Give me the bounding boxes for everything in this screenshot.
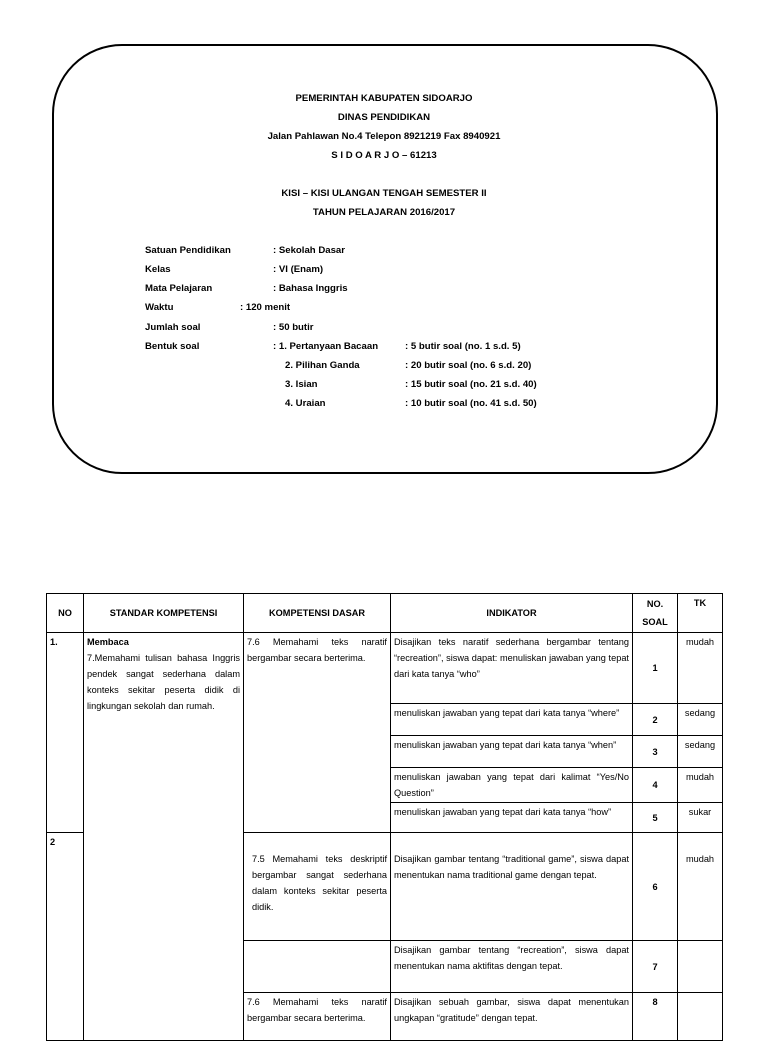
- bentuk-3-value: : 15 butir soal (no. 21 s.d. 40): [405, 379, 537, 390]
- bentuk-1-value: : 5 butir soal (no. 1 s.d. 5): [405, 341, 521, 352]
- bentuk-label: Bentuk soal: [145, 341, 200, 352]
- soal-3: 3: [633, 736, 678, 768]
- waktu-value: : 120 menit: [240, 302, 291, 313]
- indikator-4: menuliskan jawaban yang tepat dari kalimat “Yes/No Question”: [391, 768, 633, 803]
- soal-6: 6: [633, 833, 678, 941]
- header-indikator: INDIKATOR: [391, 594, 633, 633]
- mapel-label: Mata Pelajaran: [145, 283, 213, 294]
- header-government: PEMERINTAH KABUPATEN SIDOARJO: [295, 93, 473, 104]
- row-number: 2: [47, 833, 84, 1041]
- header-city: S I D O A R J O – 61213: [331, 150, 437, 161]
- tk-2: sedang: [678, 704, 723, 736]
- indikator-5: menuliskan jawaban yang tepat dari kata tanya “how”: [391, 803, 633, 833]
- header-kompetensi-dasar: KOMPETENSI DASAR: [244, 594, 391, 633]
- header-standar-kompetensi: STANDAR KOMPETENSI: [84, 594, 244, 633]
- document-subtitle: TAHUN PELAJARAN 2016/2017: [312, 207, 456, 218]
- soal-2: 2: [633, 704, 678, 736]
- document-title: KISI – KISI ULANGAN TENGAH SEMESTER II: [281, 188, 487, 199]
- header-no: NO: [47, 594, 84, 633]
- satuan-value: : Sekolah Dasar: [273, 245, 345, 256]
- waktu-label: Waktu: [145, 302, 174, 313]
- jumlah-value: : 50 butir: [273, 322, 314, 333]
- bentuk-2-value: : 20 butir soal (no. 6 s.d. 20): [405, 360, 532, 371]
- bentuk-4-value: : 10 butir soal (no. 41 s.d. 50): [405, 398, 537, 409]
- soal-1: 1: [633, 633, 678, 704]
- tk-3: sedang: [678, 736, 723, 768]
- bentuk-2: 2. Pilihan Ganda: [285, 360, 360, 371]
- soal-8: 8: [633, 993, 678, 1041]
- sk-title: Membaca: [87, 637, 129, 647]
- sk-text: 7.Memahami tulisan bahasa Inggris pendek sangat sederhana dalam konteks sekitar peserta didik di lingkungan sekolah dan rumah.: [87, 653, 240, 711]
- soal-4: 4: [633, 768, 678, 803]
- bentuk-3: 3. Isian: [285, 379, 318, 390]
- kompetensi-dasar-7-6: 7.6 Memahami teks naratif bergambar secara berterima.: [244, 633, 391, 833]
- kelas-value: : VI (Enam): [273, 264, 324, 275]
- indikator-2: menuliskan jawaban yang tepat dari kata tanya “where”: [391, 704, 633, 736]
- indikator-6: Disajikan gambar tentang “traditional game”, siswa dapat menentukan nama traditional game dengan tepat.: [391, 833, 633, 941]
- table-row: [47, 633, 723, 704]
- tk-1: mudah: [678, 633, 723, 704]
- bentuk-4: 4. Uraian: [285, 398, 326, 409]
- kelas-label: Kelas: [145, 264, 171, 275]
- jumlah-label: Jumlah soal: [145, 322, 201, 333]
- soal-7: 7: [633, 941, 678, 993]
- mapel-value: : Bahasa Inggris: [273, 283, 348, 294]
- standar-kompetensi-cell: [84, 633, 244, 1041]
- header-address: Jalan Pahlawan No.4 Telepon 8921219 Fax 8940921: [267, 131, 501, 142]
- bentuk-1: : 1. Pertanyaan Bacaan: [273, 341, 379, 352]
- indikator-1: Disajikan teks naratif sederhana bergambar tentang “recreation”, siswa dapat: menuliskan jawaban yang tepat dari kata tanya “who”: [391, 633, 633, 704]
- kompetensi-dasar-empty: [244, 941, 391, 993]
- kompetensi-dasar-7-6-b: 7.6 Memahami teks naratif bergambar secara berterima.: [244, 993, 391, 1041]
- kisi-kisi-table: [46, 593, 723, 1041]
- indikator-7: Disajikan gambar tentang “recreation”, siswa dapat menentukan nama aktifitas dengan tepat.: [391, 941, 633, 993]
- header-no-soal: NO. SOAL: [633, 594, 678, 633]
- table-header-row: [47, 594, 723, 633]
- indikator-8: Disajikan sebuah gambar, siswa dapat menentukan ungkapan “gratitude” dengan tepat.: [391, 993, 633, 1041]
- header-tk: TK: [678, 594, 723, 633]
- satuan-label: Satuan Pendidikan: [145, 245, 231, 256]
- tk-5: sukar: [678, 803, 723, 833]
- soal-5: 5: [633, 803, 678, 833]
- kompetensi-dasar-7-5: 7.5 Memahami teks deskriptif bergambar sangat sederhana dalam konteks sekitar peserta didik.: [244, 833, 391, 941]
- tk-4: mudah: [678, 768, 723, 803]
- header-agency: DINAS PENDIDIKAN: [337, 112, 431, 123]
- tk-6: mudah: [678, 833, 723, 941]
- header-frame: [52, 44, 718, 474]
- row-number: 1.: [47, 633, 84, 833]
- indikator-3: menuliskan jawaban yang tepat dari kata tanya “when”: [391, 736, 633, 768]
- tk-7: [678, 941, 723, 993]
- tk-8: [678, 993, 723, 1041]
